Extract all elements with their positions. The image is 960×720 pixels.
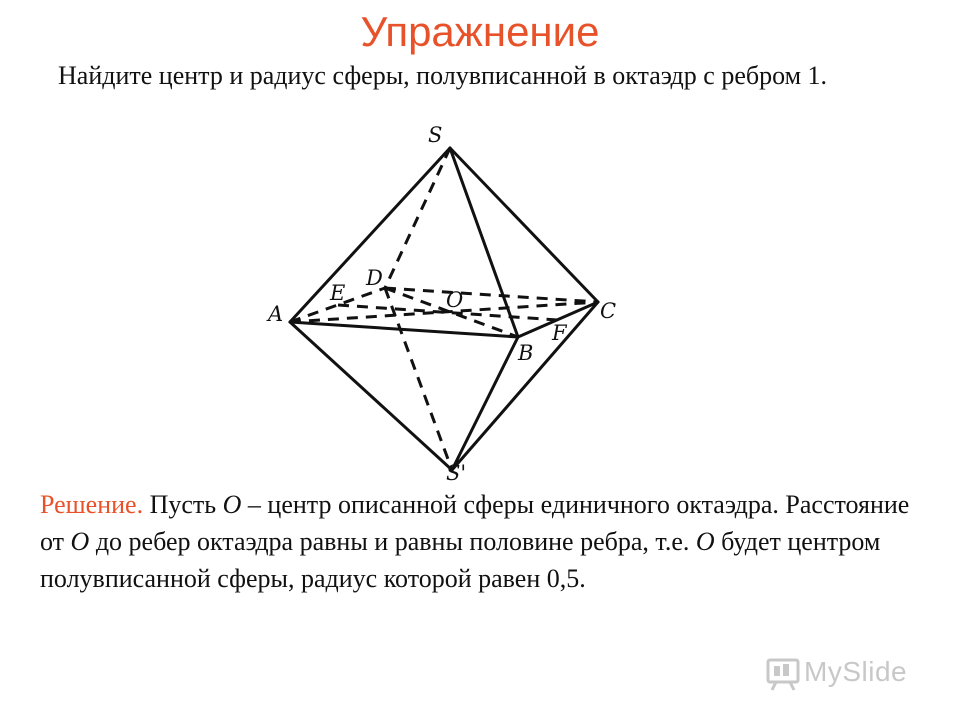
solution-part-2: – центр описанной сферы единичного октаэдра. Расстояние от [40, 490, 910, 556]
label-c: C [600, 299, 617, 323]
label-s: S [428, 123, 443, 147]
label-s-prime: S' [446, 461, 467, 485]
solution-part-3: до ребер октаэдра равны и равны половине ребра, т.е. [89, 527, 696, 556]
edge-as-prime [290, 322, 452, 470]
problem-statement: Найдите центр и радиус сферы, полувписанной в октаэдр с ребром 1. [58, 61, 828, 90]
watermark-text: MySlide [804, 656, 908, 687]
myslide-watermark [762, 652, 932, 696]
edge-sc [450, 148, 598, 302]
edge-cs-prime [452, 302, 598, 470]
label-a: A [268, 302, 284, 326]
solution-o-1: O [222, 490, 242, 519]
label-b: B [518, 341, 534, 365]
solution-o-3: O [695, 527, 715, 556]
solution-part-4: будет центром полувписанной сферы, радиус которой равен 0,5. [40, 527, 881, 593]
solution-part-1: Пусть [143, 490, 223, 519]
slide-title: Упражнение [360, 8, 600, 55]
solution-text [40, 486, 910, 597]
solution-o-2: O [70, 527, 90, 556]
solution-label: Решение. [40, 490, 144, 519]
label-f: F [552, 321, 567, 345]
label-o: O [446, 288, 464, 312]
label-d: D [366, 266, 383, 290]
myslide-logo-icon [764, 654, 804, 694]
edge-dc-hidden [385, 288, 598, 302]
label-e: E [330, 281, 346, 305]
edge-sa [290, 148, 450, 322]
edge-sd-hidden [385, 148, 450, 288]
